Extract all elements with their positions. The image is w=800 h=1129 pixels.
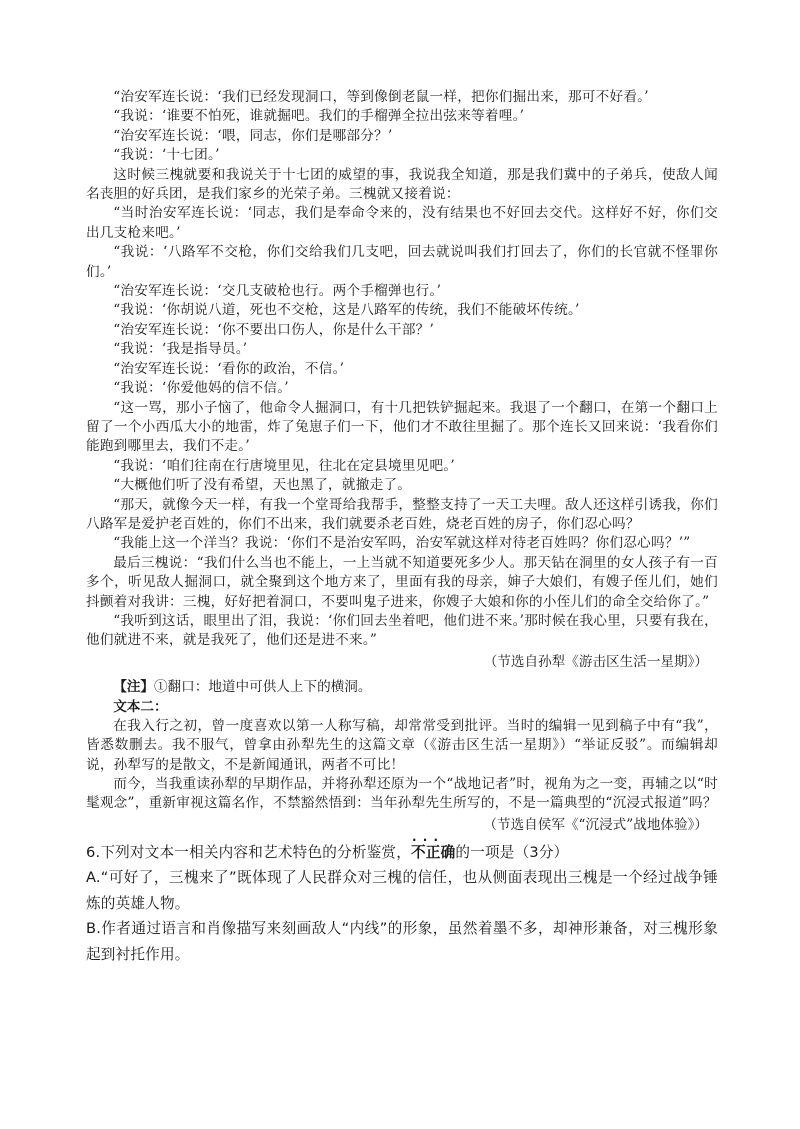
question-stem-emphasis: 不正确 · · · — [411, 840, 455, 866]
text1-paragraph: “这一骂，那小子恼了，他命令人掘洞口，有十几把铁铲掘起来。我退了一个翻口，在第一个翻口上留了一个小西瓜大小的地雷，炸了兔崽子们一下，他们才不敢往里掘了。那个连长又回来说：‘我看你们能跑到哪里去，我们不走。’ — [86, 399, 718, 455]
text1-paragraph: “大概他们听了没有希望，天也黑了，就撤走了。 — [113, 477, 412, 494]
text1-paragraph: “我听到这话，眼里出了泪，我说：‘你们回去坐着吧，他们进不来。’那时候在我心里，只要有我在，他们就进不来，就是我死了，他们还是进不来。” — [86, 612, 719, 649]
question-stem-end: 的一项是（3分） — [455, 843, 569, 861]
option-b: B.作者通过语言和肖像描写来刻画敌人“内线”的形象，虽然着墨不多，却神形兼备，对三槐形象起到衬托作用。 — [86, 920, 718, 963]
text1-body — [86, 88, 718, 651]
question-6 — [86, 840, 718, 968]
text1-paragraph: “治安军连长说：‘看你的政治，不信。’ — [113, 360, 345, 377]
text1-paragraph: “我说：‘你爱他妈的信不信。’ — [113, 380, 289, 397]
text1-source: （节选自孙犁《游击区生活一星期》） — [483, 653, 708, 670]
text2-source: （节选自侯军《“沉浸式”战地体验》） — [483, 816, 708, 833]
question-stem-start: 6.下列对文本一相关内容和艺术特色的分析鉴赏， — [86, 843, 411, 861]
footnote — [86, 677, 718, 697]
text1-paragraph: “我说：‘我是指导员。’ — [113, 341, 248, 358]
text1-paragraph: “我说：‘咱们往南在行唐境里见，往北在定县境里见吧。’ — [113, 457, 455, 474]
text1-paragraph: 最后三槐说：“我们什么当也不能上，一上当就不知道要死多少人。那天钻在洞里的女人孩子有一百多个，听见敌人掘洞口，就全聚到这个地方来了，里面有我的母亲，婶子大娘们，有嫂子侄儿们，她们抖颤着对我讲：三槐，好好把着洞口，不要叫鬼子进来，你嫂子大娘和你的小侄儿们的命全交给你了。” — [86, 554, 718, 610]
text2-paragraph: 而今，当我重读孙犁的早期作品，并将孙犁还原为一个“战地记者”时，视角为之一变，再辅之以“时髦观念”，重新审视这篇名作，不禁豁然悟到：当年孙犁先生所写的，不是一篇典型的“沉浸式报道”吗？ — [86, 776, 718, 812]
text1-paragraph: “那天，就像今天一样，有我一个堂哥给我帮手，整整支持了一天工夫哩。敌人还这样引诱我，你们八路军是爱护老百姓的，你们不出来，我们就要杀老百姓，烧老百姓的房子，你们忍心吗？ — [86, 496, 718, 532]
footnote-text: ①翻口：地道中可供人上下的横洞。 — [153, 678, 372, 695]
text1-paragraph: “治安军连长说：‘我们已经发现洞口，等到像倒老鼠一样，把你们掘出来，那可不好看。’ — [113, 89, 649, 105]
footnote-label: 【注】 — [113, 678, 154, 695]
text1-paragraph: “治安军连长说：‘喂，同志，你们是哪部分？’ — [113, 127, 393, 144]
text2-heading: 文本二： — [113, 698, 168, 715]
text1-paragraph: “我说：‘八路军不交枪，你们交给我们几支吧，回去就说叫我们打回去了，你们的长官就不怪罪你们。’ — [86, 244, 718, 280]
text2-body — [86, 717, 718, 814]
text1-paragraph: “我说：‘十七团。’ — [113, 147, 220, 164]
text1-paragraph: 这时候三槐就要和我说关于十七团的威望的事，我说我全知道，那是我们冀中的子弟兵，使敌人闻名丧胆的好兵团，是我们家乡的光荣子弟。三槐就又接着说： — [86, 166, 718, 203]
text1-paragraph: “治安军连长说：‘交几支破枪也行。两个手榴弹也行。’ — [113, 283, 442, 300]
text1-paragraph: “我说：‘谁要不怕死，谁就掘吧。我们的手榴弹全拉出弦来等着哩。’ — [113, 108, 525, 125]
question-stem — [86, 840, 718, 866]
text1-paragraph: “我说：‘你胡说八道，死也不交枪，这是八路军的传统，我们不能破坏传统。’ — [113, 302, 580, 319]
text1-paragraph: “治安军连长说：‘你不要出口伤人，你是什么干部？’ — [113, 321, 435, 338]
text1-paragraph: “当时治安军连长说：‘同志，我们是奉命令来的，没有结果也不好回去交代。这样好不好，你们交出几支枪来吧。’ — [86, 205, 718, 241]
option-a: A.“可好了，三槐来了”既体现了人民群众对三槐的信任，也从侧面表现出三槐是一个经过战争锤炼的英雄人物。 — [86, 869, 718, 912]
text2-paragraph: 在我入行之初，曾一度喜欢以第一人称写稿，却常常受到批评。当时的编辑一见到稿子中有“我”，皆悉数删去。我不服气，曾拿由孙犁先生的这篇文章（《游击区生活一星期》）“举证反驳”。而编辑却说，孙犁写的是散文，不是新闻通讯，两者不可比！ — [86, 717, 718, 773]
text1-paragraph: “我能上这一个洋当？我说：‘你们不是治安军吗，治安军就这样对待老百姓吗？你们忍心吗？’” — [113, 535, 691, 552]
